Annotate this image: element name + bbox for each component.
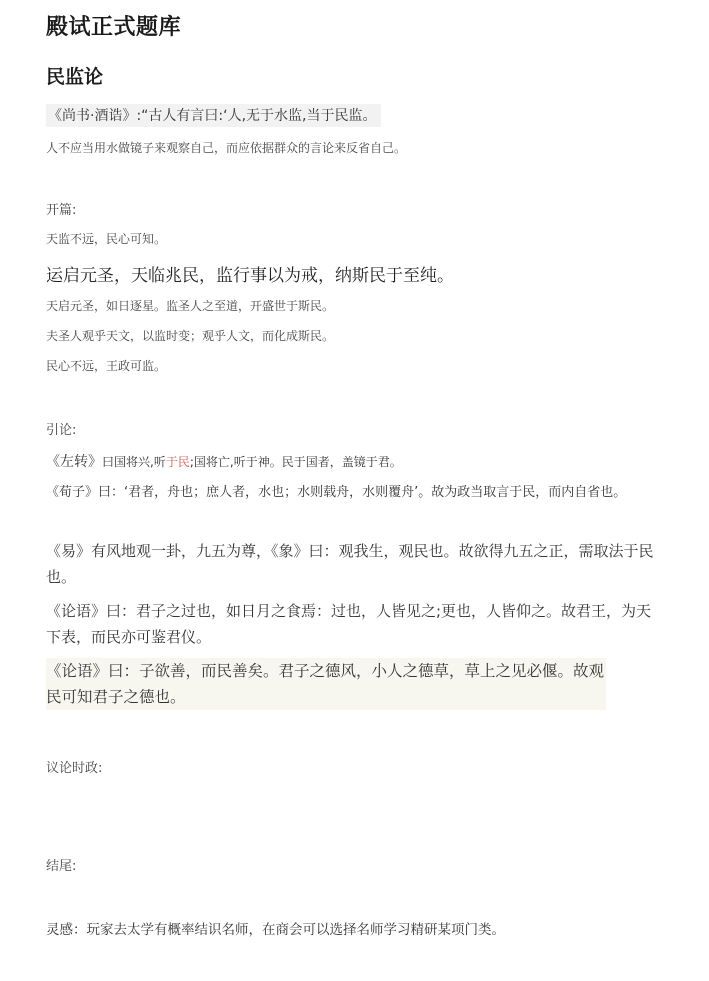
opening-line-1: 天监不远，民心可知。 [46,232,167,246]
citation-zuozhuan [46,451,402,471]
zuozhuan-highlight: 于民 [165,455,190,469]
citation-label: 引论: [46,423,77,438]
ending-label: 结尾: [46,859,77,874]
zuozhuan-book: 《左转》 [46,454,102,470]
citation-lunyu-1: 《论语》曰：君子之过也，如日月之食焉：过也，人皆见之;更也，人皆仰之。故君王，为天下表，而民亦可鉴君仪。 [46,602,652,646]
section-title: 民监论 [46,66,104,88]
opening-line-2: 天启元圣，如日逐星。监圣人之至道，开盛世于斯民。 [46,299,335,313]
citation-xunzi: 《荀子》曰：‘君者，舟也；庶人者，水也；水则载舟，水则覆舟’。故为政当取言于民，而内自省也。 [46,485,627,500]
zuozhuan-part-2: ;国将亡,听于神。民于国者，盖镜于君。 [189,455,402,469]
citation-yi: 《易》有风地观一卦，九五为尊，《象》曰：观我生，观民也。故欲得九五之正，需取法于民也。 [46,542,654,586]
quote-block: 《尚书·酒诰》:“古人有言曰:‘人,无于水监,当于民监。 [46,104,381,127]
opening-line-3: 夫圣人观乎天文，以监时变；观乎人文，而化成斯民。 [46,329,335,343]
page-title: 殿试正式题库 [46,15,182,40]
opening-label: 开篇: [46,203,77,218]
opening-line-4: 民心不远，王政可监。 [46,359,167,373]
discussion-label: 议论时政: [46,761,103,776]
inspiration-note: 灵感：玩家去太学有概率结识名师，在商会可以选择名师学习精研某项门类。 [46,922,505,938]
opening-big-line: 运启元圣，天临兆民，监行事以为戒，纳斯民于至纯。 [46,266,454,286]
quote-explanation: 人不应当用水做镜子来观察自己，而应依据群众的言论来反省自己。 [46,141,407,155]
zuozhuan-part-1: 曰国将兴,听 [102,455,166,469]
citation-lunyu-2: 《论语》曰：子欲善，而民善矣。君子之德风，小人之德草，草上之见必偃。故观民可知君子之德也。 [46,658,606,710]
